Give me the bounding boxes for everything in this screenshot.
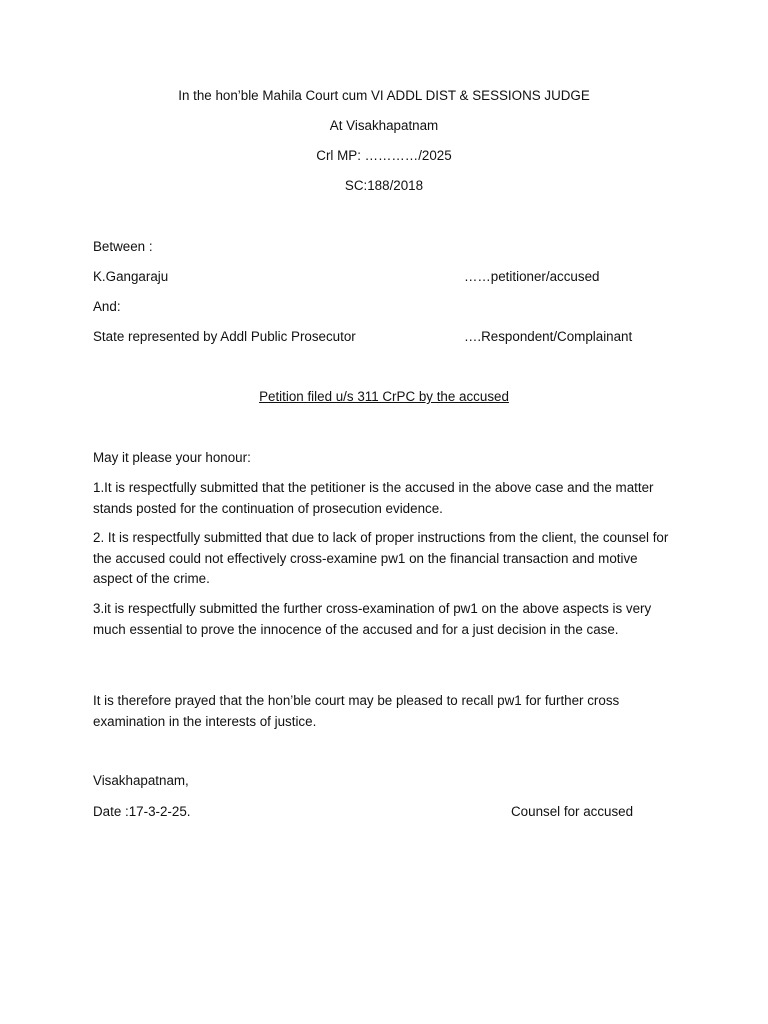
petitioner-name: K.Gangaraju xyxy=(93,269,169,284)
between-label: Between : xyxy=(93,239,153,254)
court-heading: In the hon’ble Mahila Court cum VI ADDL DIST & SESSIONS JUDGE xyxy=(178,88,590,103)
petition-title: Petition filed u/s 311 CrPC by the accused xyxy=(259,389,509,404)
and-label: And: xyxy=(93,299,121,314)
respondent-role: ….Respondent/Complainant xyxy=(464,329,633,344)
prayer: It is therefore prayed that the hon’ble court may be pleased to recall pw1 for further cross examination in the interests of justice. xyxy=(93,693,620,729)
respondent-name: State represented by Addl Public Prosecutor xyxy=(93,329,356,344)
submission-point-3: 3.it is respectfully submitted the further cross-examination of pw1 on the above aspects is very much essential to prove the innocence of the accused and for a just decision in the case. xyxy=(93,601,652,637)
petitioner-role: ……petitioner/accused xyxy=(464,269,600,284)
salutation: May it please your honour: xyxy=(93,450,251,465)
crl-mp-number: Crl MP: …………/2025 xyxy=(316,148,452,163)
submission-point-2: 2. It is respectfully submitted that due to lack of proper instructions from the client, the counsel for the accused could not effectively cross-examine pw1 on the financial transaction and motive aspect of the crime. xyxy=(93,530,669,587)
footer-place: Visakhapatnam, xyxy=(93,773,189,788)
submission-point-1: 1.It is respectfully submitted that the petitioner is the accused in the above case and the matter stands posted for the continuation of prosecution evidence. xyxy=(93,480,654,516)
sc-number: SC:188/2018 xyxy=(344,178,424,193)
court-place: At Visakhapatnam xyxy=(329,118,439,133)
counsel-signature: Counsel for accused xyxy=(511,804,634,819)
footer-date: Date :17-3-2-25. xyxy=(93,804,191,819)
